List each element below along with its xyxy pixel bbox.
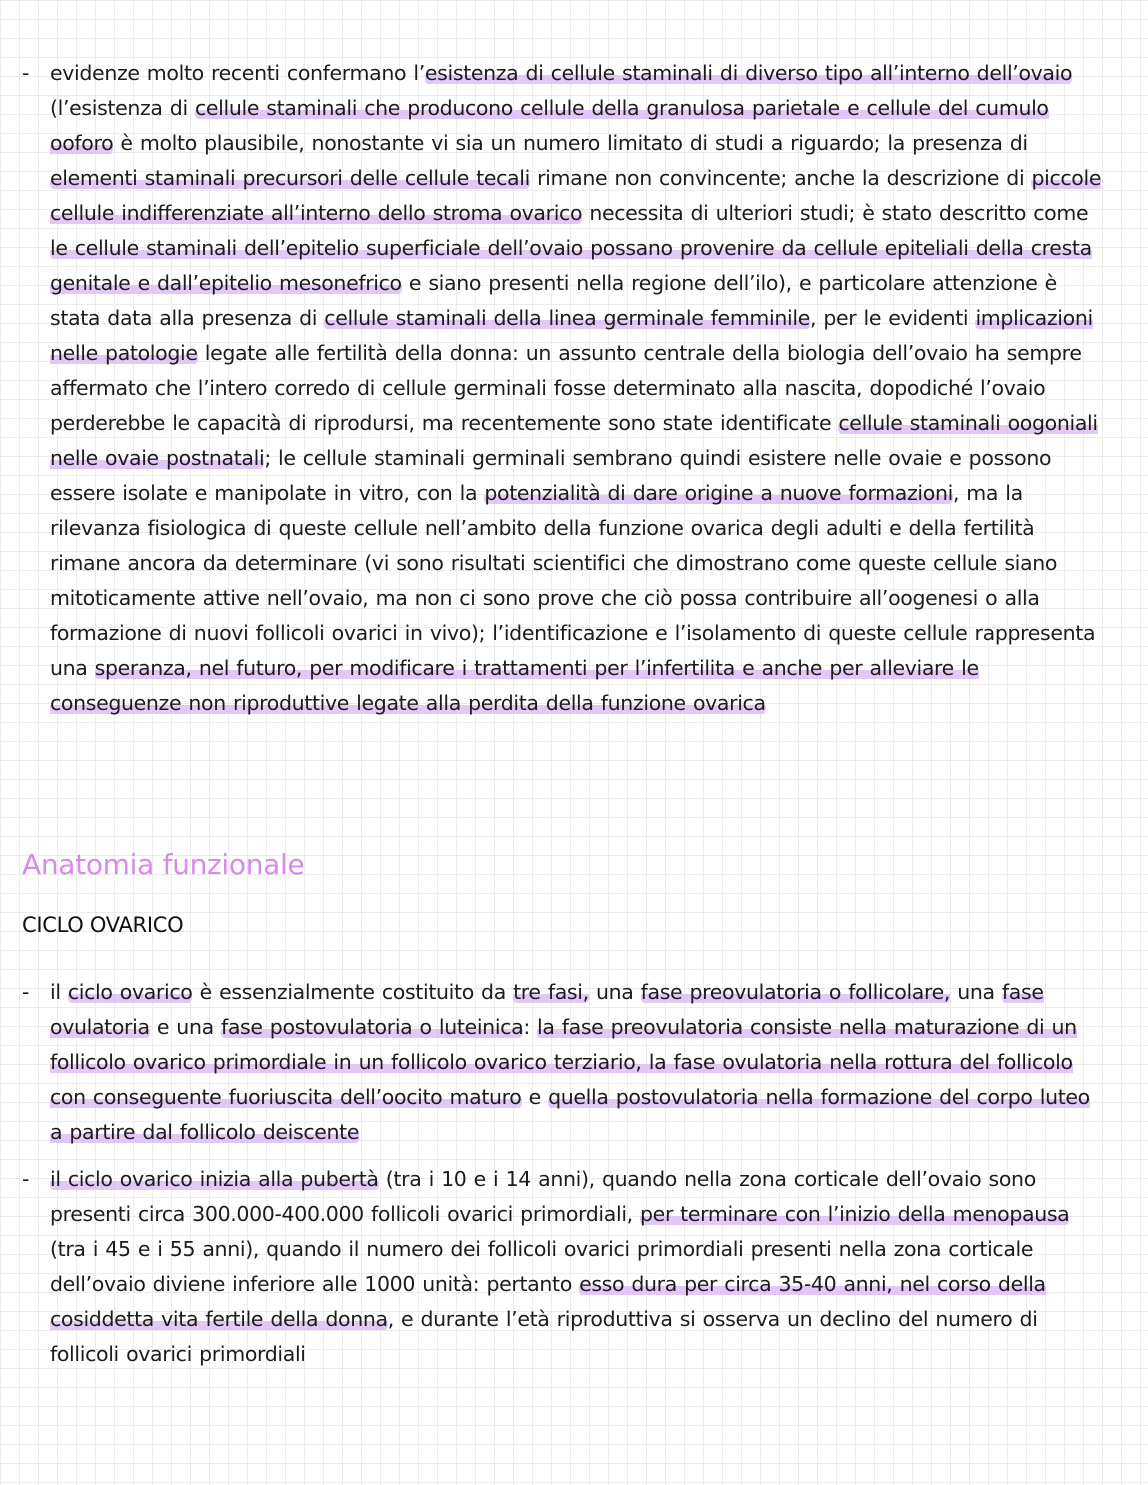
text-segment: una bbox=[588, 980, 641, 1004]
text-segment: , ma la rilevanza fisiologica di queste cellule nell’ambito della funzione ovarica degli adulti e della fertilità rimane ancora da determinare (vi sono risultati scientifici che dimostrano come queste cellule siano mitoticamente attive nell’ovaio, ma non ci sono prove che ciò possa contribuire all’oogenesi o alla formazione di nuovi follicoli ovarici in vivo); l’identificazione e l’isolamento di queste cellule rappresenta una bbox=[50, 481, 1096, 680]
highlighted-text: potenzialità di dare origine a nuove formazioni bbox=[484, 481, 953, 505]
subsection-title: CICLO OVARICO bbox=[22, 913, 184, 937]
highlighted-text: quella postovulatoria nella formazione del corpo luteo a partire dal follicolo deiscente bbox=[50, 1085, 1090, 1144]
text-segment: una bbox=[950, 980, 1002, 1004]
highlighted-text: speranza, nel futuro, per modificare i trattamenti per l’infertilita e anche per alleviare le conseguenze non riproduttive legate alla perdita della funzione ovarica bbox=[50, 656, 979, 715]
highlighted-text: implicazioni nelle patologie bbox=[50, 306, 1093, 365]
highlighted-text: esso dura per circa 35-40 anni, nel corso della cosiddetta vita fertile della donna bbox=[50, 1272, 1046, 1331]
bullet-ovarian-phases bbox=[0, 975, 1148, 1150]
text-segment: legate alle fertilità della donna: un assunto centrale della biologia dell’ovaio ha sempre affermato che l’intero corredo di cellule germinali fosse determinato alla nascita, dopodiché l’ovaio perderebbe le capacità di riprodursi, ma recentemente sono state identificate bbox=[50, 341, 1082, 435]
text-segment: evidenze molto recenti confermano l’ bbox=[50, 61, 425, 85]
bullet-text bbox=[50, 980, 1090, 1144]
highlighted-text: fase postovulatoria o luteinica bbox=[220, 1015, 524, 1039]
bullet-dash: - bbox=[22, 1167, 30, 1191]
text-segment: ; le cellule staminali germinali sembrano quindi esistere nelle ovaie e possono essere isolate e manipolate in vitro, con la bbox=[50, 446, 1052, 505]
text-segment: : bbox=[523, 1015, 538, 1039]
highlighted-text: cellule staminali della linea germinale femminile bbox=[324, 306, 810, 330]
highlighted-text: fase preovulatoria o follicolare, bbox=[640, 980, 951, 1004]
highlighted-text: cellule staminali che producono cellule della granulosa parietale e cellule del cumulo ooforo bbox=[50, 96, 1049, 155]
text-segment: e bbox=[521, 1085, 549, 1109]
text-segment: è essenzialmente costituito da bbox=[192, 980, 514, 1004]
highlighted-text: fase ovulatoria bbox=[50, 980, 1044, 1039]
bullet-text bbox=[50, 61, 1101, 715]
text-segment: e una bbox=[149, 1015, 221, 1039]
text-segment: il bbox=[50, 980, 68, 1004]
highlighted-text: per terminare con l’inizio della menopausa bbox=[640, 1202, 1070, 1226]
highlighted-text: esistenza di cellule staminali di diverso tipo all’interno dell’ovaio bbox=[424, 61, 1073, 85]
text-segment: (l’esistenza di bbox=[50, 96, 195, 120]
bullet-stem-cells bbox=[0, 56, 1148, 721]
text-segment: è molto plausibile, nonostante vi sia un numero limitato di studi a riguardo; la presenza di bbox=[113, 131, 1028, 155]
highlighted-text: tre fasi, bbox=[513, 980, 589, 1004]
highlighted-text: ciclo ovarico bbox=[67, 980, 193, 1004]
text-segment: e siano presenti nella regione dell’ilo), e particolare attenzione è stata data alla presenza di bbox=[50, 271, 1057, 330]
bullet-text bbox=[50, 1167, 1069, 1366]
text-segment: rimane non convincente; anche la descrizione di bbox=[529, 166, 1032, 190]
highlighted-text: cellule staminali oogoniali nelle ovaie postnatali bbox=[50, 411, 1098, 470]
section-title: Anatomia funzionale bbox=[22, 848, 305, 881]
text-segment: , per le evidenti bbox=[810, 306, 976, 330]
text-segment: , e durante l’età riproduttiva si osserva un declino del numero di follicoli ovarici primordiali bbox=[50, 1307, 1038, 1366]
bullet-dash: - bbox=[22, 980, 30, 1004]
bullet-dash: - bbox=[22, 61, 30, 85]
text-segment: necessita di ulteriori studi; è stato descritto come bbox=[582, 201, 1089, 225]
highlighted-text: le cellule staminali dell’epitelio superficiale dell’ovaio possano provenire da cellule epiteliali della cresta genitale e dall’epitelio mesonefrico bbox=[50, 236, 1092, 295]
highlighted-text: il ciclo ovarico inizia alla pubertà bbox=[50, 1167, 379, 1191]
text-segment: (tra i 45 e i 55 anni), quando il numero dei follicoli ovarici primordiali presenti nella zona corticale dell’ovaio diviene inferiore alle 1000 unità: pertanto bbox=[50, 1237, 1034, 1296]
highlighted-text: piccole cellule indifferenziate all’interno dello stroma ovarico bbox=[50, 166, 1102, 225]
highlighted-text: la fase preovulatoria consiste nella maturazione di un follicolo ovarico primordiale in un follicolo ovarico terziario, la fase ovulatoria nella rottura del follicolo con conseguente fuoriuscita dell’oocito maturo bbox=[50, 1015, 1077, 1109]
bullet-ovarian-cycle-duration bbox=[0, 1162, 1148, 1372]
text-segment: (tra i 10 e i 14 anni), quando nella zona corticale dell’ovaio sono presenti circa 300.000-400.000 follicoli ovarici primordiali, bbox=[50, 1167, 1036, 1226]
highlighted-text: elementi staminali precursori delle cellule tecali bbox=[50, 166, 530, 190]
